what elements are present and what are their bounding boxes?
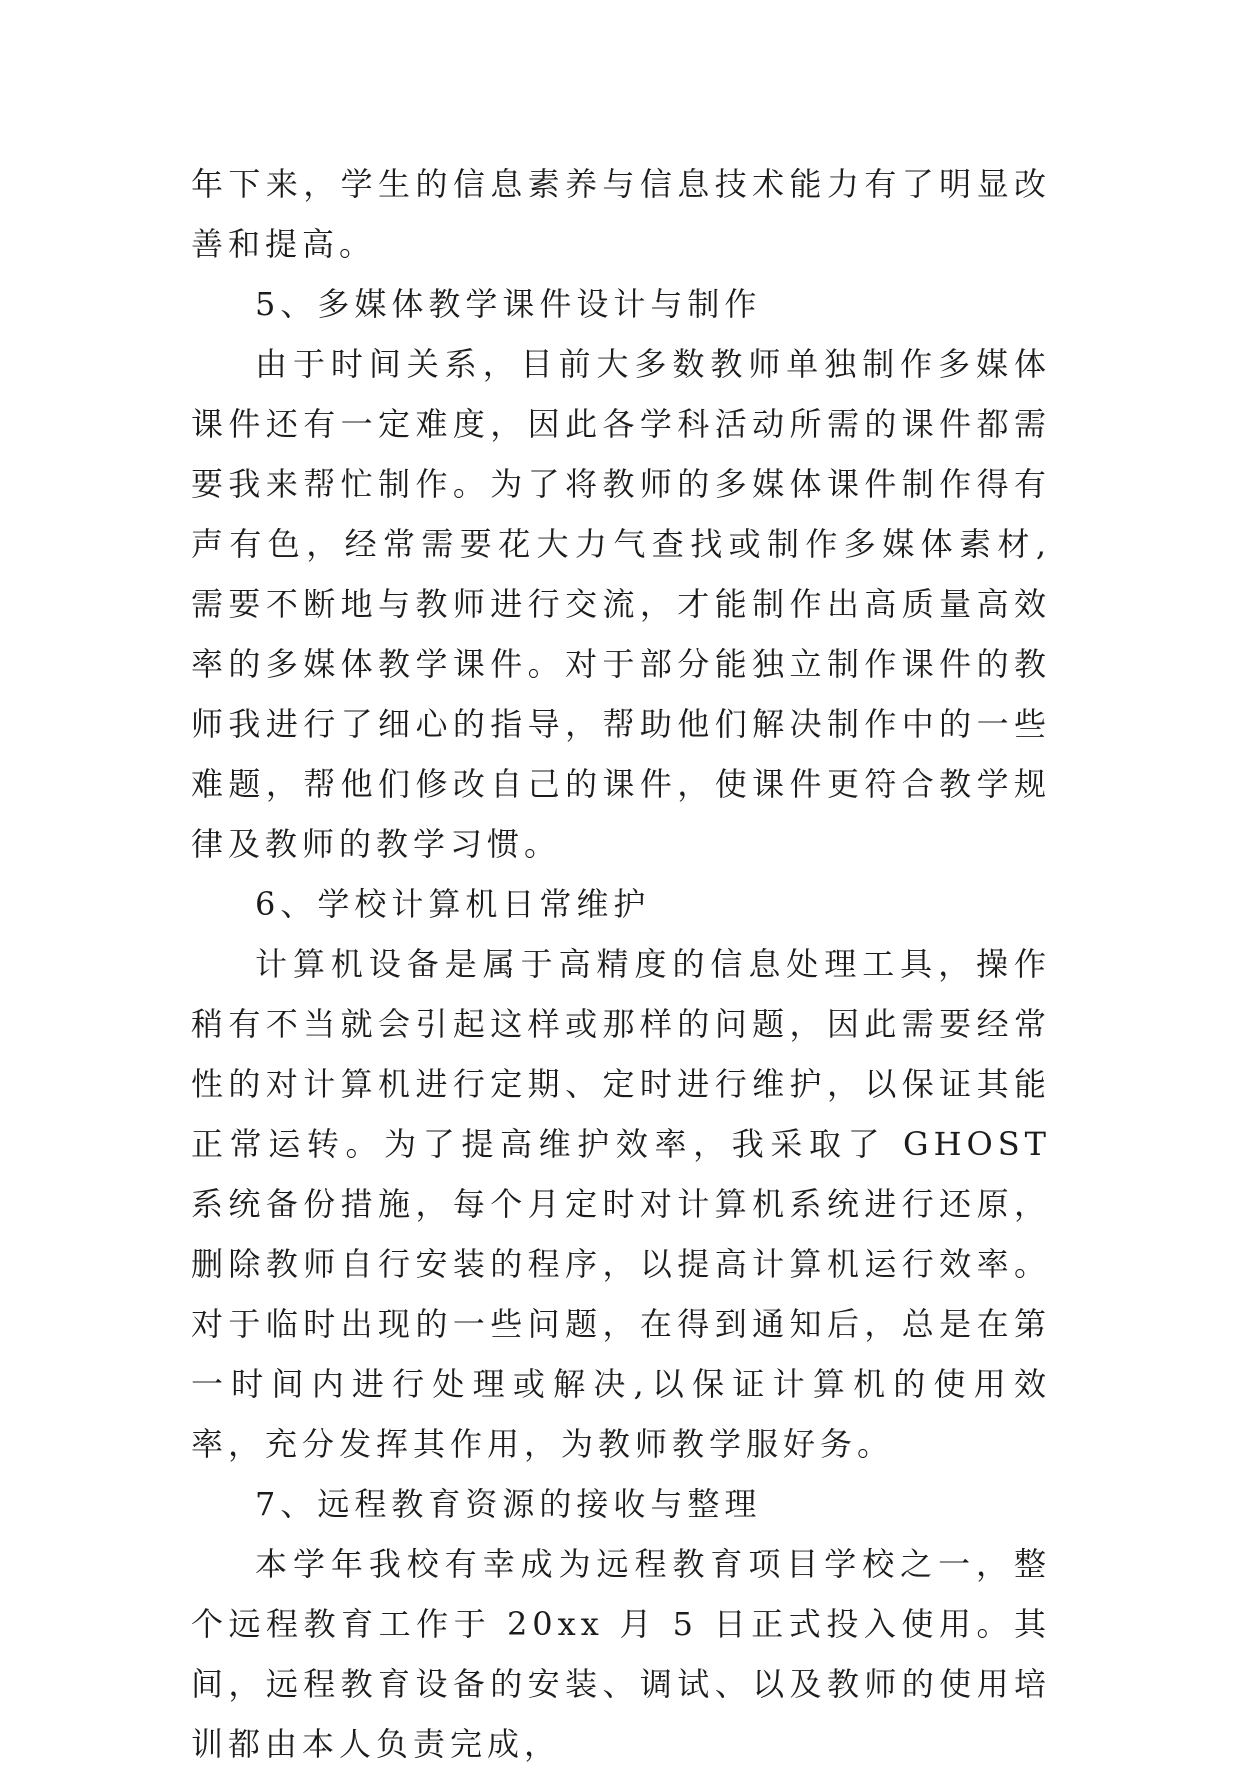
section-heading-7: 7、远程教育资源的接收与整理	[255, 1485, 762, 1523]
continued-paragraph: 年下来，学生的信息素养与信息技术能力有了明显改善和提高。	[191, 165, 1051, 263]
paragraph-multimedia-courseware: 由于时间关系，目前大多数教师单独制作多媒体课件还有一定难度，因此各学科活动所需的课件都需要我来帮忙制作。为了将教师的多媒体课件制作得有声有色，经常需要花大力气查找或制作多媒体素材,需要不断地与教师进行交流，才能制作出高质量高效率的多媒体教学课件。对于部分能独立制作课件的教师我进行了细心的指导，帮助他们解决制作中的一些难题，帮他们修改自己的课件，使课件更符合教学规律及教师的教学习惯。	[191, 345, 1051, 863]
paragraph-remote-education: 本学年我校有幸成为远程教育项目学校之一，整个远程教育工作于 20xx 月 5 日正式投入使用。其间，远程教育设备的安装、调试、以及教师的使用培训都由本人负责完成，	[191, 1545, 1051, 1763]
paragraph-computer-maintenance: 计算机设备是属于高精度的信息处理工具，操作稍有不当就会引起这样或那样的问题，因此需要经常性的对计算机进行定期、定时进行维护，以保证其能正常运转。为了提高维护效率，我采取了 GHOST 系统备份措施，每个月定时对计算机系统进行还原，删除教师自行安装的程序，以提高计算机运行效率。对于临时出现的一些问题，在得到通知后，总是在第一时间内进行处理或解决,以保证计算机的使用效率，充分发挥其作用，为教师教学服好务。	[191, 945, 1051, 1463]
document-body	[191, 154, 1051, 1774]
section-heading-6: 6、学校计算机日常维护	[255, 885, 651, 923]
section-heading-5: 5、多媒体教学课件设计与制作	[255, 285, 762, 323]
